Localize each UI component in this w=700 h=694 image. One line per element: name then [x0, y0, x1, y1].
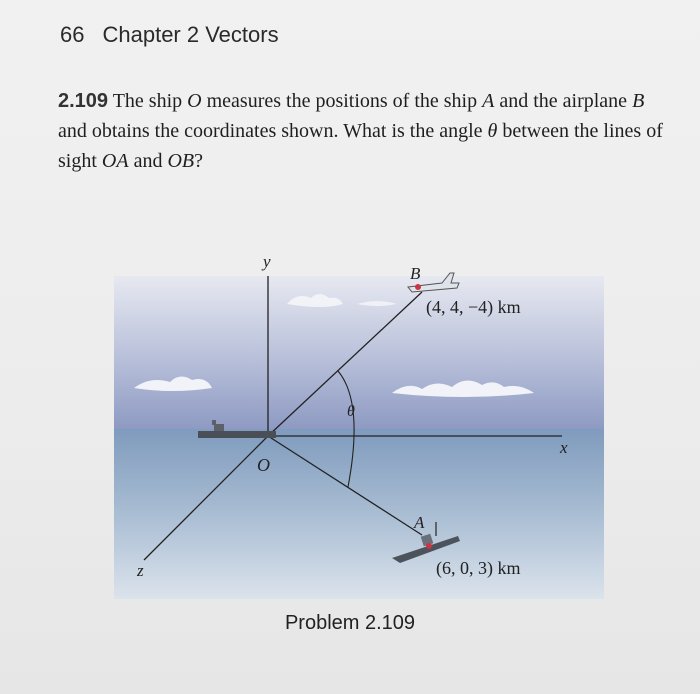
problem-text-part: The ship	[108, 90, 188, 112]
var-OA: OA	[101, 150, 129, 172]
point-A-label: A	[414, 513, 425, 532]
sea-background	[114, 429, 604, 599]
problem-text-part: measures the positions of the ship	[201, 90, 483, 112]
var-OB: OB	[167, 150, 195, 172]
angle-label: θ	[347, 403, 355, 420]
var-A: A	[482, 90, 495, 112]
var-O: O	[187, 90, 202, 112]
coord-A-label: (6, 0, 3) km	[436, 558, 521, 578]
problem-text-part: ?	[194, 150, 204, 172]
origin-label: O	[257, 455, 270, 475]
problem-text-part: and obtains the coordinates shown. What is the angle	[58, 120, 488, 142]
point-B-label: B	[410, 264, 421, 283]
x-axis-label: x	[560, 438, 568, 457]
problem-text-part: and the airplane	[494, 90, 633, 112]
problem-number: 2.109	[58, 90, 109, 112]
var-theta: θ	[487, 120, 498, 142]
problem-statement	[58, 86, 668, 176]
y-axis-label: y	[263, 252, 271, 271]
running-head	[60, 22, 279, 48]
sky-background	[114, 276, 604, 429]
figure-caption: Problem 2.109	[284, 612, 416, 634]
z-axis-label: z	[137, 561, 144, 580]
problem-text-part: between the lines of sight	[58, 120, 663, 172]
chapter-title: Chapter 2 Vectors	[102, 22, 279, 47]
vector-diagram	[92, 238, 612, 608]
coord-B-label: (4, 4, −4) km	[426, 297, 521, 317]
var-B: B	[632, 90, 645, 112]
page-number: 66	[60, 22, 85, 47]
problem-figure	[92, 238, 612, 613]
problem-text-part: and	[128, 150, 168, 172]
